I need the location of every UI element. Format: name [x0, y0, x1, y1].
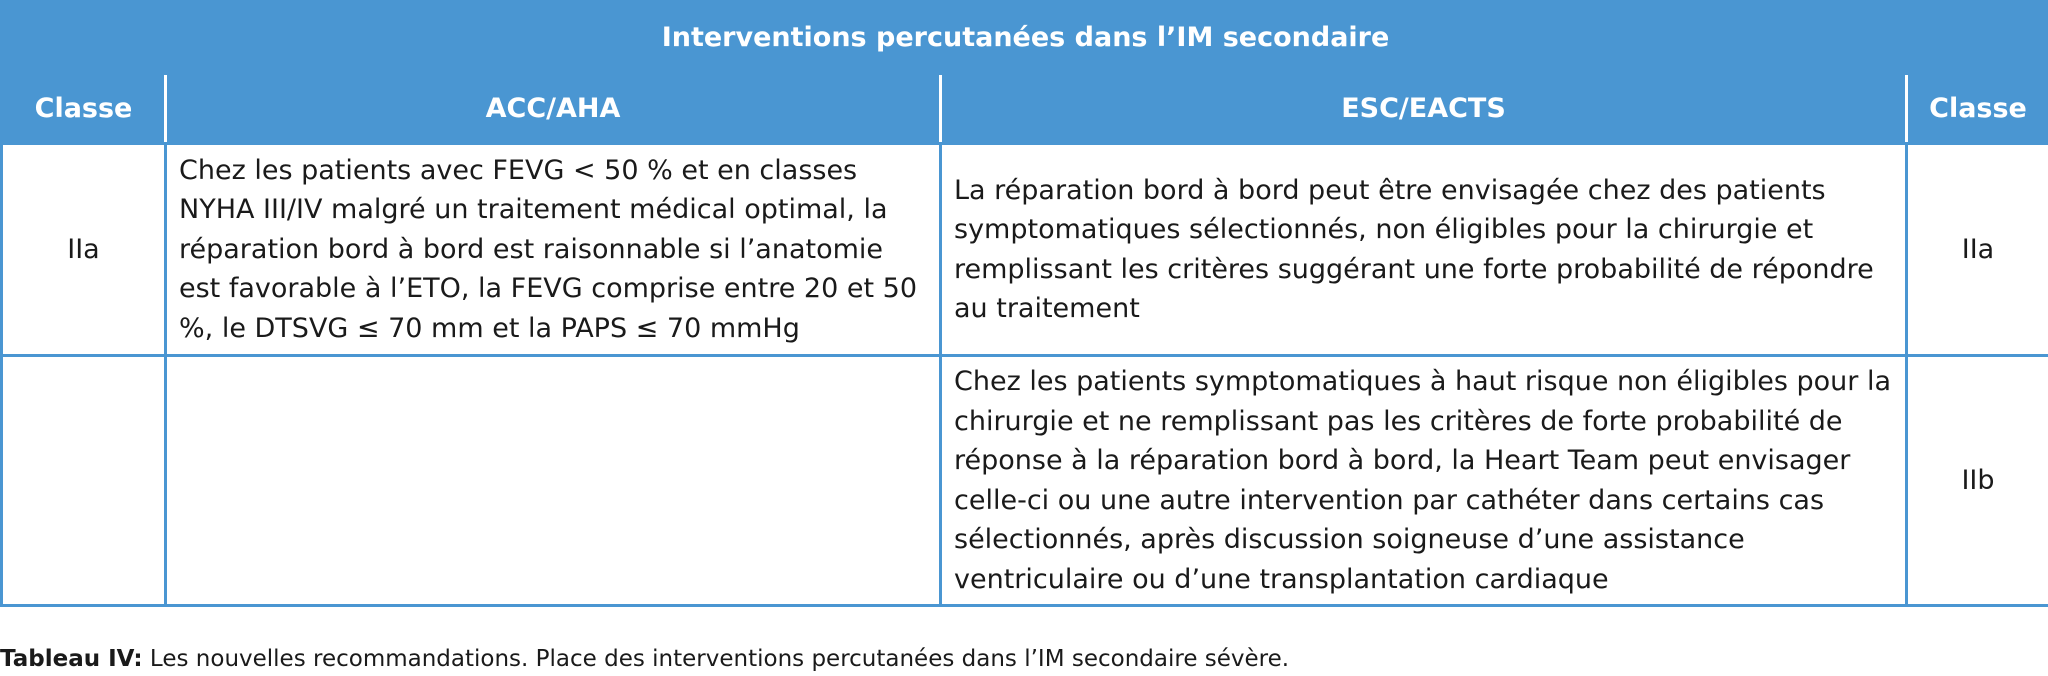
acc-aha-cell: Chez les patients avec FEVG < 50 % et en classes NYHA III/IV malgré un traitement médical optimal, la réparation bord à bord est raisonnable si l’anatomie est favorable à l’ETO, la FEVG comprise entre 20 et 50 %, le DTSVG ≤ 70 mm et la PAPS ≤ 70 mmHg — [166, 144, 941, 356]
class-cell-left — [2, 356, 166, 606]
class-cell-right: IIa — [1907, 144, 2048, 356]
class-cell-right: IIb — [1907, 356, 2048, 606]
esc-eacts-cell: Chez les patients symptomatiques à haut risque non éligibles pour la chirurgie et ne remplissant pas les critères de forte probabilité de réponse à la réparation bord à bord, la Heart Team peut envisager celle-ci ou une autre intervention par cathéter dans certains cas sélectionnés, après discussion soigneuse d’une assistance ventriculaire ou d’une transplantation cardiaque — [941, 356, 1907, 606]
table-caption — [0, 644, 1289, 674]
header-classe-right: Classe — [1907, 74, 2048, 144]
header-classe-left: Classe — [2, 74, 166, 144]
esc-eacts-cell: La réparation bord à bord peut être envisagée chez des patients symptomatiques sélectionnés, non éligibles pour la chirurgie et remplissant les critères suggérant une forte probabilité de répondre au traitement — [941, 144, 1907, 356]
table-row — [2, 356, 2048, 606]
table-row — [2, 144, 2048, 356]
class-cell-left: IIa — [2, 144, 166, 356]
table-title: Interventions percutanées dans l’IM secondaire — [2, 2, 2048, 74]
caption-text: Les nouvelles recommandations. Place des interventions percutanées dans l’IM secondaire sévère. — [142, 646, 1290, 672]
table-header-row — [2, 74, 2048, 144]
header-esc-eacts: ESC/EACTS — [941, 74, 1907, 144]
table-title-row — [2, 2, 2048, 74]
acc-aha-cell — [166, 356, 941, 606]
caption-label: Tableau IV: — [0, 646, 143, 672]
header-acc-aha: ACC/AHA — [166, 74, 941, 144]
